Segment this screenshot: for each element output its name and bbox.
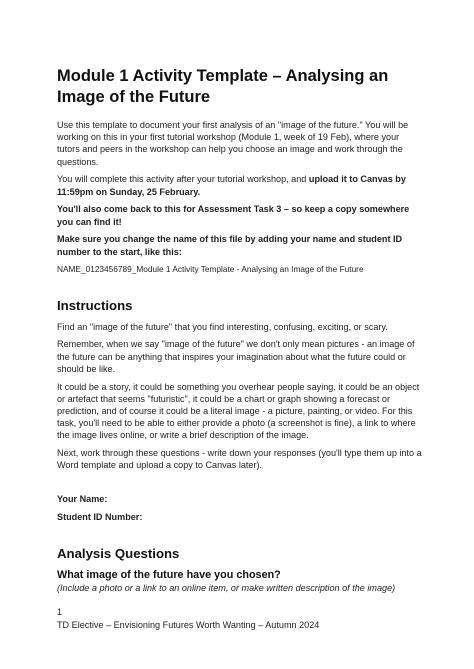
page-footer <box>57 606 319 631</box>
deadline-text: upload it to Canvas by 11:59pm on Sunday, 25 February. <box>57 174 406 197</box>
complete-text: You will complete this activity after your tutorial workshop, and <box>57 174 309 185</box>
rename-instruction: Make sure you change the name of this file by adding your name and student ID number to the start, like this: <box>57 234 403 257</box>
spacer <box>57 477 422 493</box>
document-page <box>57 66 422 594</box>
reminder-paragraph: You'll also come back to this for Assessment Task 3 – so keep a copy somewhere you can find it! <box>57 204 410 227</box>
intro-paragraph: Use this template to document your first analysis of an "image of the future." You will be working on this in your first tutorial workshop (Module 1, week of 19 Feb), where your tutors and peers in the workshop can help you choose an image and work through the questions. <box>57 120 409 167</box>
question-1: What image of the future have you chosen? <box>57 568 281 581</box>
page-number: 1 <box>57 607 63 617</box>
instructions-p1: Find an "image of the future" that you find interesting, confusing, exciting, or scary. <box>57 321 388 332</box>
student-id-field-label: Student ID Number: <box>57 512 143 523</box>
instructions-p2: Remember, when we say "image of the future" we don't only mean pictures - an image of the future can be anything that inspires your imagination about what the future could or should be like. <box>57 339 415 374</box>
instructions-p4: Next, work through these questions - write down your responses (you'll type them up into a Word template and upload a copy to Canvas later). <box>57 448 422 471</box>
name-field-label: Your Name: <box>57 494 108 505</box>
instructions-p3: It could be a story, it could be something you overhear people saying, it could be an object or artefact that seems "futuristic", it could be a chart or graph showing a forecast or prediction, and of course it could be a literal image - a picture, painting, or video. For this task, you'll need to be able to either provide a photo (a screenshot is fine), a link to where the image lives online, or write a brief description of the image. <box>57 381 420 441</box>
complete-paragraph <box>57 173 422 197</box>
instructions-heading: Instructions <box>57 297 133 313</box>
question-1-hint: (Include a photo or a link to an online item, or make written description of the image) <box>57 582 396 593</box>
analysis-heading: Analysis Questions <box>57 545 180 561</box>
document-title: Module 1 Activity Template – Analysing an Image of the Future <box>57 67 389 106</box>
footer-text: TD Elective – Envisioning Futures Worth Wanting – Autumn 2024 <box>57 619 320 630</box>
filename-example: NAME_0123456789_Module 1 Activity Template - Analysing an Image of the Future <box>57 264 364 275</box>
